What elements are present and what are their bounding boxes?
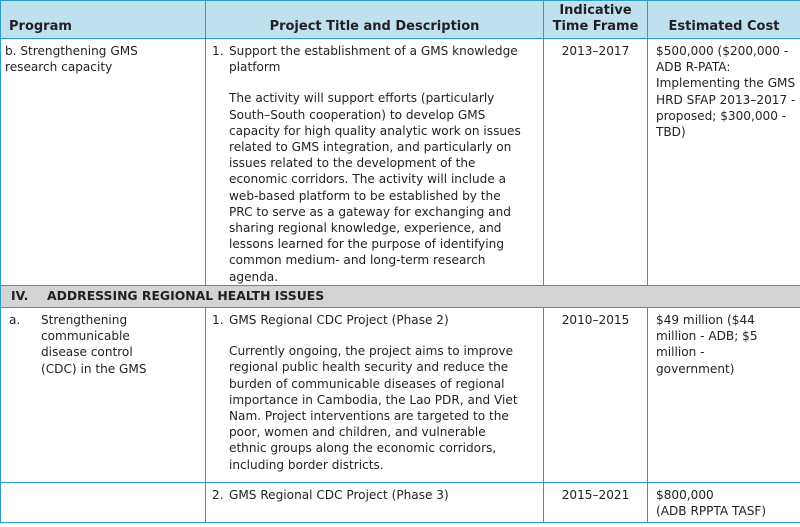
section-title: ADDRESSING REGIONAL HEALTH ISSUES — [47, 288, 325, 304]
timeframe-cell: 2013–2017 — [544, 39, 648, 286]
table-row — [1, 483, 800, 523]
header-timeframe-line1: Indicative — [559, 3, 632, 18]
cost-cell — [648, 308, 800, 483]
timeframe-cell: 2010–2015 — [544, 308, 648, 483]
section-heading — [1, 286, 800, 308]
program-letter: a. — [9, 313, 21, 327]
project-title: GMS Regional CDC Project (Phase 3) — [229, 488, 449, 502]
program-cell — [1, 39, 206, 286]
item-number: 2. — [212, 488, 224, 502]
cost-text: $49 million ($44 million - ADB; $5 million - government) — [656, 313, 758, 376]
program-text: b. Strengthening GMS research capacity — [5, 44, 138, 75]
header-project: Project Title and Description — [206, 1, 544, 39]
item-number: 1. — [212, 44, 224, 58]
program-cell — [1, 308, 206, 483]
section-row — [1, 286, 800, 308]
project-description: The activity will support efforts (particularly South–South cooperation) to develop GMS capacity for high quality analytic work on issues related to GMS integration, and particularly on issues related to the development of the economic corridors. The activity will include a web-based platform to be established by the PRC to serve as a gateway for exchanging and sharing regional knowledge, experience, and lessons learned for the purpose of identifying common medium- and long-term research agenda. — [229, 91, 521, 284]
program-text: Strengthening communicable disease control (CDC) in the GMS — [41, 313, 147, 376]
project-cell — [206, 308, 544, 483]
table-row — [1, 308, 800, 483]
table-header-row — [1, 1, 800, 39]
section-number: IV. — [11, 288, 29, 304]
project-description: Currently ongoing, the project aims to improve regional public health security and reduce the burden of communicable diseases of regional importance in Cambodia, the Lao PDR, and Viet Nam. Project interventions are targeted to the poor, women and children, and vulnerable ethnic groups along the economic corridors, including border districts. — [229, 344, 518, 472]
timeframe-cell: 2015–2021 — [544, 483, 648, 523]
cost-cell — [648, 483, 800, 523]
program-cell — [1, 483, 206, 523]
header-timeframe-line2: Time Frame — [552, 19, 639, 34]
header-program: Program — [1, 1, 206, 39]
header-cost: Estimated Cost — [648, 1, 800, 39]
cost-cell: $500,000 ($200,000 - ADB R-PATA: Implementing the GMS HRD SFAP 2013–2017 - proposed; $300,000 - TBD) — [648, 39, 800, 286]
table-row — [1, 39, 800, 286]
project-cell — [206, 39, 544, 286]
cost-line2: (ADB RPPTA TASF) — [656, 504, 767, 519]
project-cell — [206, 483, 544, 523]
header-timeframe — [544, 1, 648, 39]
item-number: 1. — [212, 313, 224, 327]
project-title: Support the establishment of a GMS knowledge platform — [229, 44, 518, 75]
project-title: GMS Regional CDC Project (Phase 2) — [229, 313, 449, 327]
cost-line1: $800,000 — [656, 488, 714, 502]
